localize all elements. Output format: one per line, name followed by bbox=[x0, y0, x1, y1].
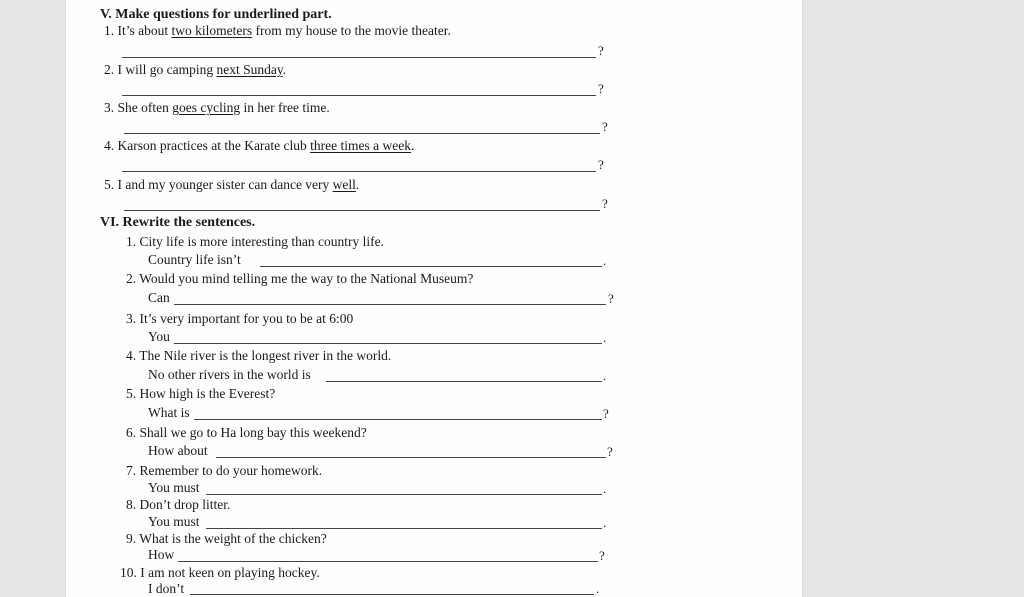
s6-item-10-num: 10. bbox=[120, 565, 137, 580]
s6-item-10 bbox=[120, 565, 320, 581]
s6-item-6-num: 6. bbox=[126, 425, 137, 440]
s6-item-1-sentence: City life is more interesting than country life. bbox=[139, 234, 384, 249]
s5-answer-line-2[interactable] bbox=[122, 95, 596, 96]
s6-item-1-end: . bbox=[603, 253, 607, 268]
s6-item-9-sentence: What is the weight of the chicken? bbox=[139, 531, 327, 546]
s6-item-9 bbox=[126, 531, 327, 547]
s6-item-4-end: . bbox=[603, 368, 607, 383]
s5-item-3-post: in her free time. bbox=[240, 100, 330, 115]
s6-item-1-num: 1. bbox=[126, 234, 137, 249]
s6-item-6-prompt: How about bbox=[148, 443, 208, 458]
s6-item-5-end: ? bbox=[603, 406, 609, 421]
s5-item-1 bbox=[104, 23, 451, 39]
s6-item-2 bbox=[126, 271, 473, 287]
s5-item-3 bbox=[104, 100, 330, 116]
s6-item-2-end: ? bbox=[608, 291, 614, 306]
s5-item-4 bbox=[104, 138, 414, 154]
s6-item-4-prompt: No other rivers in the world is bbox=[148, 367, 311, 382]
s6-item-7-sentence: Remember to do your homework. bbox=[139, 463, 323, 478]
s6-answer-line-1[interactable] bbox=[260, 266, 602, 267]
s5-item-1-pre: It’s about bbox=[117, 23, 172, 38]
s5-item-4-underlined: three times a week bbox=[310, 138, 411, 153]
s5-item-1-num: 1. bbox=[104, 23, 115, 38]
s5-item-4-pre: Karson practices at the Karate club bbox=[117, 138, 311, 153]
s6-answer-line-8[interactable] bbox=[206, 528, 602, 529]
s5-item-3-underlined: goes cycling bbox=[172, 100, 241, 115]
s6-answer-line-9[interactable] bbox=[178, 561, 598, 562]
s5-item-1-post: from my house to the movie theater. bbox=[252, 23, 451, 38]
s5-item-1-end: ? bbox=[598, 43, 604, 58]
s6-item-5-num: 5. bbox=[126, 386, 137, 401]
s5-answer-line-3[interactable] bbox=[124, 133, 600, 134]
s6-item-9-end: ? bbox=[599, 548, 605, 563]
s6-answer-line-3[interactable] bbox=[174, 343, 602, 344]
s6-item-5-prompt: What is bbox=[148, 405, 190, 420]
s6-answer-line-2[interactable] bbox=[174, 304, 606, 305]
s5-item-5-num: 5. bbox=[104, 177, 115, 192]
s5-item-2-num: 2. bbox=[104, 62, 115, 77]
s6-answer-line-5[interactable] bbox=[194, 419, 602, 420]
s6-item-9-prompt: How bbox=[148, 547, 175, 562]
s5-item-2-end: ? bbox=[598, 81, 604, 96]
s6-answer-line-10[interactable] bbox=[190, 594, 594, 595]
s6-item-8-sentence: Don’t drop litter. bbox=[139, 497, 231, 512]
s6-item-2-num: 2. bbox=[126, 271, 137, 286]
s6-item-2-prompt: Can bbox=[148, 290, 170, 305]
s6-item-2-sentence: Would you mind telling me the way to the National Museum? bbox=[139, 271, 474, 286]
s5-answer-line-5[interactable] bbox=[124, 210, 600, 211]
section-6-title: VI. Rewrite the sentences. bbox=[100, 215, 256, 230]
s6-item-1-prompt: Country life isn’t bbox=[148, 252, 241, 267]
s5-item-2 bbox=[104, 62, 286, 78]
s6-item-7-num: 7. bbox=[126, 463, 137, 478]
s6-item-7-prompt: You must bbox=[148, 480, 200, 495]
s6-item-5-sentence: How high is the Everest? bbox=[139, 386, 276, 401]
s5-item-2-post: . bbox=[282, 62, 287, 77]
s6-answer-line-6[interactable] bbox=[216, 457, 606, 458]
s6-item-4-sentence: The Nile river is the longest river in the world. bbox=[139, 348, 392, 363]
s5-item-5-underlined: well bbox=[332, 177, 356, 192]
s6-item-3-end: . bbox=[603, 330, 607, 345]
s6-item-3-prompt: You bbox=[148, 329, 170, 344]
worksheet-page bbox=[66, 0, 802, 597]
s5-answer-line-1[interactable] bbox=[122, 57, 596, 58]
s6-item-4 bbox=[126, 348, 391, 364]
s5-item-4-num: 4. bbox=[104, 138, 115, 153]
s6-item-8-prompt: You must bbox=[148, 514, 200, 529]
s5-answer-line-4[interactable] bbox=[122, 171, 596, 172]
s6-item-4-num: 4. bbox=[126, 348, 137, 363]
s5-item-2-underlined: next Sunday bbox=[216, 62, 283, 77]
s5-item-3-end: ? bbox=[602, 119, 608, 134]
s6-item-7 bbox=[126, 463, 322, 479]
s6-item-8-num: 8. bbox=[126, 497, 137, 512]
s5-item-5 bbox=[104, 177, 359, 193]
s6-item-6-sentence: Shall we go to Ha long bay this weekend? bbox=[139, 425, 367, 440]
s5-item-4-post: . bbox=[411, 138, 415, 153]
s6-answer-line-7[interactable] bbox=[206, 494, 602, 495]
s6-item-3-num: 3. bbox=[126, 311, 137, 326]
s6-item-3 bbox=[126, 311, 353, 327]
s5-item-1-underlined: two kilometers bbox=[171, 23, 253, 38]
s5-item-5-post: . bbox=[355, 177, 360, 192]
s6-item-10-prompt: I don’t bbox=[148, 581, 185, 596]
s6-item-7-end: . bbox=[603, 481, 607, 496]
s6-item-6 bbox=[126, 425, 367, 441]
section-5-title: V. Make questions for underlined part. bbox=[100, 7, 332, 22]
s6-item-1 bbox=[126, 234, 384, 250]
s6-item-8 bbox=[126, 497, 230, 513]
s5-item-2-pre: I will go camping bbox=[117, 62, 217, 77]
s6-item-5 bbox=[126, 386, 275, 402]
s6-answer-line-4[interactable] bbox=[326, 381, 602, 382]
s6-item-8-end: . bbox=[603, 515, 607, 530]
s6-item-9-num: 9. bbox=[126, 531, 137, 546]
s5-item-3-num: 3. bbox=[104, 100, 115, 115]
s5-item-4-end: ? bbox=[598, 157, 604, 172]
s5-item-3-pre: She often bbox=[117, 100, 173, 115]
s5-item-5-pre: I and my younger sister can dance very bbox=[117, 177, 333, 192]
s6-item-10-end: . bbox=[596, 581, 600, 596]
s6-item-3-sentence: It’s very important for you to be at 6:00 bbox=[139, 311, 354, 326]
s6-item-10-sentence: I am not keen on playing hockey. bbox=[140, 565, 320, 580]
s5-item-5-end: ? bbox=[602, 196, 608, 211]
s6-item-6-end: ? bbox=[607, 444, 613, 459]
